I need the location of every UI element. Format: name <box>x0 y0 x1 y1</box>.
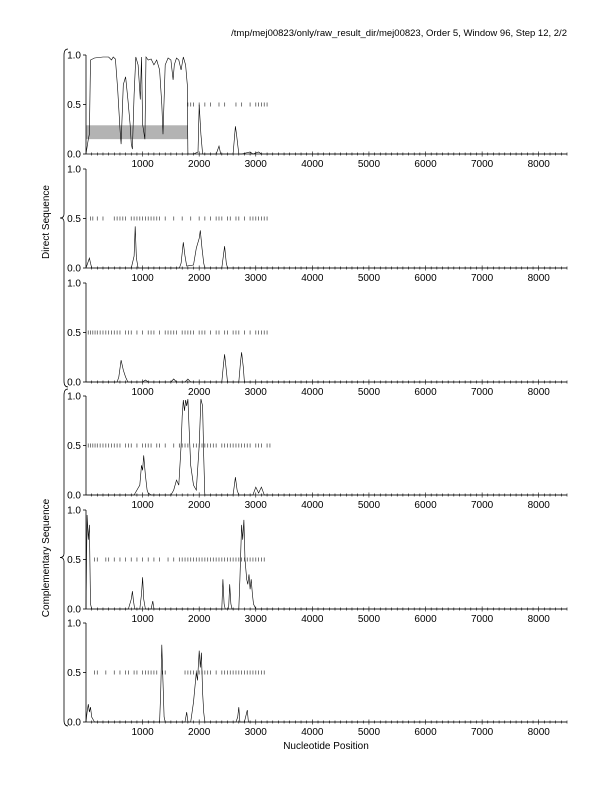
x-tick-label: 6000 <box>414 614 437 625</box>
x-tick-label: 8000 <box>527 500 550 511</box>
x-tick-label: 5000 <box>357 614 381 625</box>
panels-area <box>67 51 567 739</box>
x-tick-label: 8000 <box>527 727 550 738</box>
y-tick-label: 1.0 <box>67 505 81 517</box>
x-tick-label: 1000 <box>131 159 154 170</box>
y-tick-label: 0.0 <box>67 717 81 729</box>
x-tick-label: 1000 <box>131 387 154 398</box>
y-tick-label: 1.0 <box>67 164 81 176</box>
x-tick-label: 2000 <box>188 273 211 284</box>
y-tick-label: 0.0 <box>67 604 81 616</box>
x-tick-label: 8000 <box>527 273 550 284</box>
y-tick-label: 0.5 <box>67 100 81 111</box>
y-tick-label: 0.5 <box>67 555 81 566</box>
y-tick-label: 0.5 <box>67 214 81 225</box>
x-tick-label: 3000 <box>244 273 267 284</box>
y-tick-label: 0.0 <box>67 377 81 389</box>
x-tick-label: 2000 <box>188 159 211 170</box>
x-tick-label: 8000 <box>527 159 550 170</box>
group-label-direct: Direct Sequence <box>41 185 52 259</box>
x-tick-label: 5000 <box>357 387 381 398</box>
y-tick-label: 0.5 <box>67 668 81 679</box>
x-tick-label: 5000 <box>357 273 381 284</box>
x-tick-label: 5000 <box>357 159 381 170</box>
y-tick-label: 0.5 <box>67 328 81 339</box>
x-axis-title: Nucleotide Position <box>283 741 369 752</box>
series-line <box>86 226 567 268</box>
series-line <box>86 399 567 495</box>
x-tick-label: 1000 <box>131 500 154 511</box>
y-tick-label: 1.0 <box>67 618 81 630</box>
x-tick-label: 1000 <box>131 727 154 738</box>
series-line <box>86 352 567 382</box>
figure-title: /tmp/mej00823/only/raw_result_dir/mej00823, Order 5, Window 96, Step 12, 2/2 <box>231 28 567 39</box>
x-tick-label: 1000 <box>131 614 154 625</box>
highlight-band <box>86 125 188 139</box>
panel-2 <box>67 165 567 285</box>
x-tick-label: 6000 <box>414 159 437 170</box>
panel-5 <box>67 506 567 626</box>
x-tick-label: 6000 <box>414 273 437 284</box>
group-label-complementary: Complementary Sequence <box>41 498 52 618</box>
x-tick-label: 7000 <box>470 727 494 738</box>
x-tick-label: 4000 <box>301 614 324 625</box>
x-tick-label: 4000 <box>301 273 324 284</box>
x-tick-label: 2000 <box>188 500 211 511</box>
y-tick-label: 1.0 <box>67 50 81 62</box>
x-tick-label: 4000 <box>301 727 324 738</box>
x-tick-label: 4000 <box>301 387 324 398</box>
series-line <box>86 515 567 609</box>
y-tick-label: 0.0 <box>67 263 81 275</box>
y-tick-label: 0.0 <box>67 149 81 161</box>
x-tick-label: 3000 <box>244 727 267 738</box>
x-tick-label: 6000 <box>414 727 437 738</box>
x-tick-label: 3000 <box>244 614 267 625</box>
y-tick-label: 1.0 <box>67 391 81 403</box>
x-tick-label: 3000 <box>244 387 267 398</box>
x-tick-label: 3000 <box>244 159 267 170</box>
x-tick-label: 5000 <box>357 727 381 738</box>
x-tick-label: 2000 <box>188 727 211 738</box>
x-tick-label: 7000 <box>470 614 494 625</box>
x-tick-label: 2000 <box>188 614 211 625</box>
x-tick-label: 5000 <box>357 500 381 511</box>
x-tick-label: 7000 <box>470 387 494 398</box>
x-tick-label: 8000 <box>527 614 550 625</box>
panel-4 <box>67 392 567 512</box>
panel-6 <box>67 619 567 739</box>
panel-3 <box>67 279 567 399</box>
x-tick-label: 7000 <box>470 159 494 170</box>
panel-1 <box>67 51 567 171</box>
x-tick-label: 6000 <box>414 387 437 398</box>
x-tick-label: 7000 <box>470 500 494 511</box>
y-tick-label: 1.0 <box>67 278 81 290</box>
x-tick-label: 4000 <box>301 159 324 170</box>
y-tick-label: 0.0 <box>67 490 81 502</box>
series-line <box>86 57 567 154</box>
series-line <box>86 645 567 722</box>
x-tick-label: 3000 <box>244 500 267 511</box>
x-tick-label: 1000 <box>131 273 154 284</box>
x-tick-label: 6000 <box>414 500 437 511</box>
x-tick-label: 2000 <box>188 387 211 398</box>
x-tick-label: 4000 <box>301 500 324 511</box>
x-tick-label: 7000 <box>470 273 494 284</box>
y-tick-label: 0.5 <box>67 441 81 452</box>
x-tick-label: 8000 <box>527 387 550 398</box>
